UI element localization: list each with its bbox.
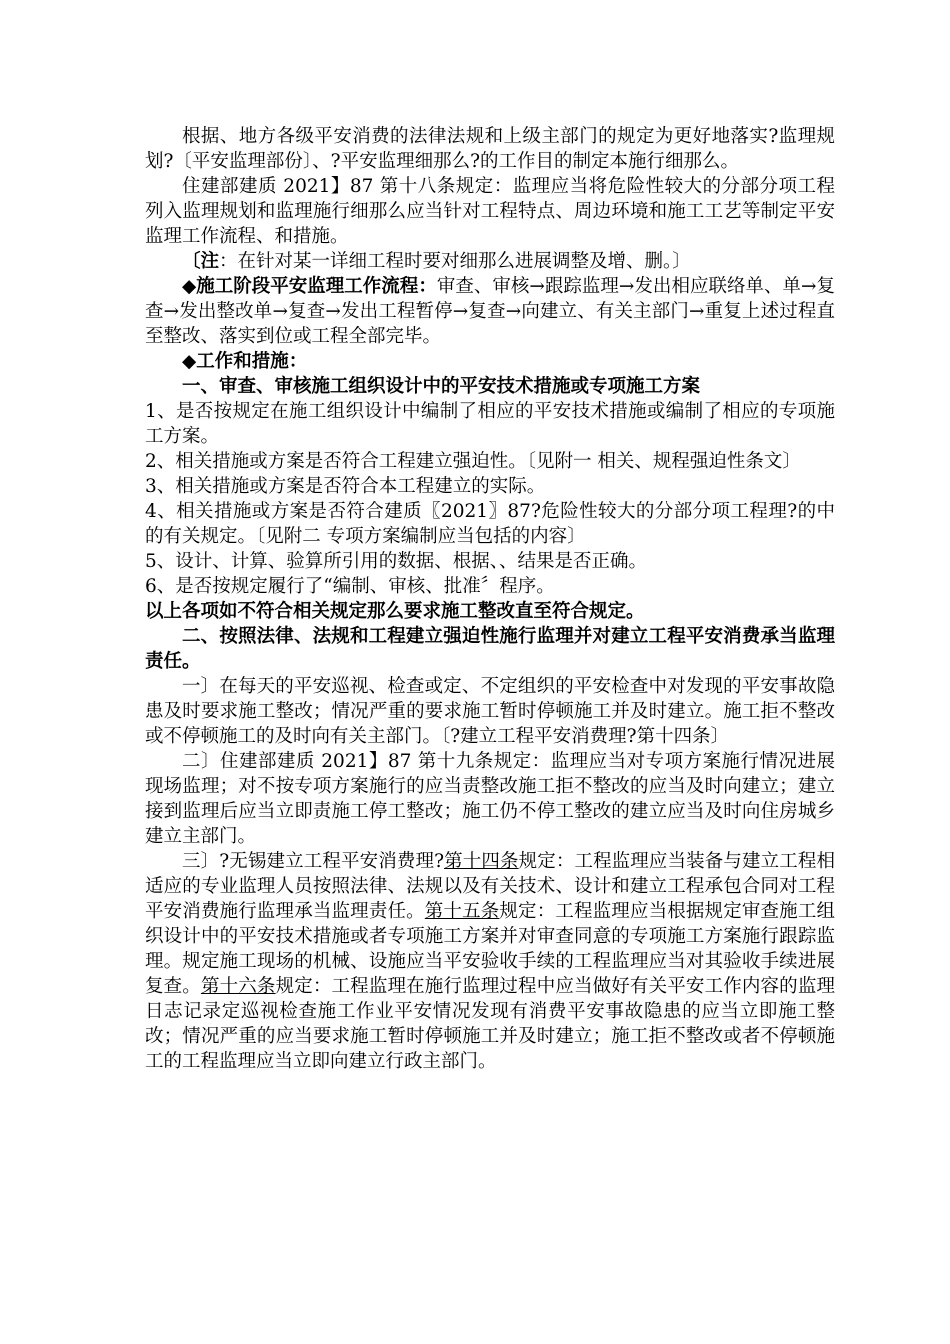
article-15-link[interactable]: 第十五条 [424, 901, 500, 922]
paragraph-3-text-b: 规定：工程监理应当装备与建立工程相适应的专业监理人员按照法律、法规以及有关技术、设计和建立工程承包合同对工程平安消费施行监理承当监理责任。 [145, 851, 835, 922]
intro-paragraph: 根据、地方各级平安消费的法律法规和上级主部门的规定为更好地落实?监理规划?〔平安监理部份〕、?平安监理细那么?的工作目的制定本施行细那么。 [145, 126, 835, 172]
paragraph-3-text-a: 三〕?无锡建立工程平安消费理? [182, 851, 444, 872]
section-2-title: 二、按照法律、法规和工程建立强迫性施行监理并对建立工程平安消费承当监理责任。 [145, 626, 835, 672]
list-item: 3、相关措施或方案是否符合本工程建立的实际。 [145, 476, 546, 497]
section-1-conclusion: 以上各项如不符合相关规定那么要求施工整改直至符合规定。 [145, 601, 645, 622]
workflow-body: 审查、审核→跟踪监理→发出相应联络单、单→复查→发出整改单→复查→发出工程暂停→复查→向建立、有关主部门→重复上述过程直至整改、落实到位或工程全部完毕。 [145, 276, 835, 347]
work-measures-heading: ◆工作和措施： [182, 351, 308, 372]
workflow-label: ◆施工阶段平安监理工作流程： [182, 276, 437, 297]
section-2-paragraph-3 [145, 849, 835, 1074]
paragraph-3-text-d: 规定：工程监理在施行监理过程中应当做好有关平安工作内容的监理日志记录定巡视检查施工作业平安情况发现有消费平安事故隐患的应当立即施工整改；情况严重的应当要求施工暂时停顿施工并及时建立；施工拒不整改或者不停顿施工的工程监理应当立即向建立行政主部门。 [145, 976, 835, 1072]
article-14-link[interactable]: 第十四条 [444, 851, 519, 872]
list-item: 4、相关措施或方案是否符合建质〖2021〗87?危险性较大的分部分项工程理?的中的有关规定。〔见附二 专项方案编制应当包括的内容〕 [145, 501, 835, 547]
paragraph-3-text-c: 规定：工程监理应当根据规定审查施工组织设计中的平安技术措施或者专项施工方案并对审查同意的专项施工方案施行跟踪监理。规定施工现场的机械、设施应当平安验收手续的工程监理应当对其验收手续进展复查。 [145, 901, 835, 997]
section-2-paragraph-2: 二〕住建部建质 2021】87 第十九条规定：监理应当对专项方案施行情况进展现场监理；对不按专项方案施行的应当责整改施工拒不整改的应当及时向建立；建立接到监理后应当立即责施工停工整改；施工仍不停工整改的建立应当及时向住房城乡建立主部门。 [145, 751, 835, 847]
section-1-title: 一、审查、审核施工组织设计中的平安技术措施或专项施工方案 [182, 376, 701, 397]
note-prefix: 〔注 [182, 251, 220, 272]
workflow-paragraph [145, 274, 835, 349]
list-item: 5、设计、计算、验算所引用的数据、根据、、结果是否正确。 [145, 551, 648, 572]
note-paragraph [145, 249, 835, 274]
article-16-link[interactable]: 第十六条 [200, 976, 276, 997]
list-item: 2、相关措施或方案是否符合工程建立强迫性。〔见附一 相关、规程强迫性条文〕 [145, 451, 801, 472]
list-item: 1、是否按规定在施工组织设计中编制了相应的平安技术措施或编制了相应的专项施工方案。 [145, 401, 835, 447]
list-item: 6、是否按规定履行了“编制、审核、批准〞程序。 [145, 576, 555, 597]
regulation-87-paragraph: 住建部建质 2021】87 第十八条规定：监理应当将危险性较大的分部分项工程列入监理规划和监理施行细那么应当针对工程特点、周边环境和施工工艺等制定平安监理工作流程、和措施。 [145, 176, 835, 247]
document-page [145, 124, 835, 1074]
section-2-paragraph-1: 一〕在每天的平安巡视、检查或定、不定组织的平安检查中对发现的平安事故隐患及时要求施工整改；情况严重的要求施工暂时停顿施工并及时建立。施工拒不整改或不停顿施工的及时向有关主部门。〔?建立工程平安消费理?第十四条〕 [145, 676, 835, 747]
note-body: ：在针对某一详细工程时要对细那么进展调整及增、删。〕 [219, 251, 691, 272]
